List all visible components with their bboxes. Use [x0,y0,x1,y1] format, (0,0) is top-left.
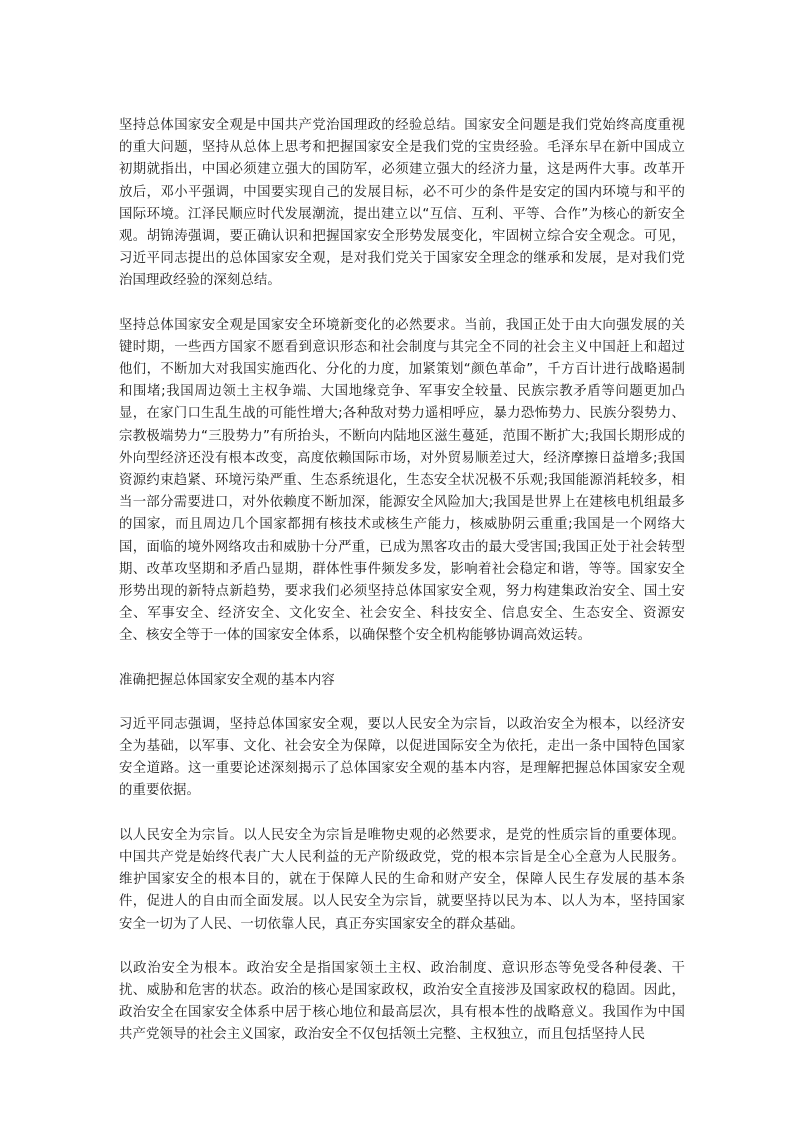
paragraph-people-security: 以人民安全为宗旨。以人民安全为宗旨是唯物史观的必然要求，是党的性质宗旨的重要体现。中国共产党是始终代表广大人民利益的无产阶级政党，党的根本宗旨是全心全意为人民服务。维护国家安全的根本目的，就在于保障人民的生命和财产安全，保障人民生存发展的基本条件，促进人的自由而全面发展。以人民安全为宗旨，就要坚持以民为本、以人为本，坚持国家安全一切为了人民、一切依靠人民，真正夯实国家安全的群众基础。 [119,827,685,932]
paragraph-basic-content: 习近平同志强调，坚持总体国家安全观，要以人民安全为宗旨，以政治安全为根本，以经济安全为基础，以军事、文化、社会安全为保障，以促进国际安全为依托，走出一条中国特色国家安全道路。这一重要论述深刻揭示了总体国家安全观的基本内容，是理解把握总体国家安全观的重要依据。 [119,716,685,799]
paragraph-new-security-environment: 坚持总体国家安全观是国家安全环境新变化的必然要求。当前，我国正处于由大向强发展的关键时期，一些西方国家不愿看到意识形态和社会制度与其完全不同的社会主义中国赶上和超过他们，不断加大对我国实施西化、分化的力度，加紧策划“颜色革命”，千方百计进行战略遏制和围堵;我国周边领土主权争端、大国地缘竞争、军事安全较量、民族宗教矛盾等问题更加凸显，在家门口生乱生战的可能性增大;各种敌对势力遥相呼应，暴力恐怖势力、民族分裂势力、宗教极端势力“三股势力”有所抬头，不断向内陆地区滋生蔓延，范围不断扩大;我国长期形成的外向型经济还没有根本改变，高度依赖国际市场，对外贸易顺差过大，经济摩擦日益增多;我国资源约束趋紧、环境污染严重、生态系统退化，生态安全状况极不乐观;我国能源消耗较多，相当一部分需要进口，对外依赖度不断加深，能源安全风险加大;我国是世界上在建核电机组最多的国家，而且周边几个国家都拥有核技术或核生产能力，核威胁阴云重重;我国是一个网络大国，面临的境外网络攻击和威胁十分严重，已成为黑客攻击的最大受害国;我国正处于社会转型期、改革攻坚期和矛盾凸显期，群体性事件频发多发，影响着社会稳定和谐，等等。国家安全形势出现的新特点新趋势，要求我们必须坚持总体国家安全观，努力构建集政治安全、国土安全、军事安全、经济安全、文化安全、社会安全、科技安全、信息安全、生态安全、资源安全、核安全等于一体的国家安全体系，以确保整个安全机构能够协调高效运转。 [119,317,685,644]
section-heading: 准确把握总体国家安全观的基本内容 [119,672,335,688]
paragraph-political-security: 以政治安全为根本。政治安全是指国家领土主权、政治制度、意识形态等免受各种侵袭、干扰、威胁和危害的状态。政治的核心是国家政权，政治安全直接涉及国家政权的稳固。因此，政治安全在国家安全体系中居于核心地位和最高层次，具有根本性的战略意义。我国作为中国共产党领导的社会主义国家，政治安全不仅包括领土完整、主权独立，而且包括坚持人民 [119,960,685,1043]
paragraph-summary-of-experience: 坚持总体国家安全观是中国共产党治国理政的经验总结。国家安全问题是我们党始终高度重视的重大问题，坚持从总体上思考和把握国家安全是我们党的宝贵经验。毛泽东早在新中国成立初期就指出，中国必须建立强大的国防军，必须建立强大的经济力量，这是两件大事。改革开放后，邓小平强调，中国要实现自己的发展目标，必不可少的条件是安定的国内环境与和平的国际环境。江泽民顺应时代发展潮流，提出建立以“互信、互利、平等、合作”为核心的新安全观。胡锦涛强调，要正确认识和把握国家安全形势发展变化，牢固树立综合安全观念。可见，习近平同志提出的总体国家安全观，是对我们党关于国家安全理念的继承和发展，是对我们党治国理政经验的深刻总结。 [119,118,685,289]
document-page [119,115,685,1069]
